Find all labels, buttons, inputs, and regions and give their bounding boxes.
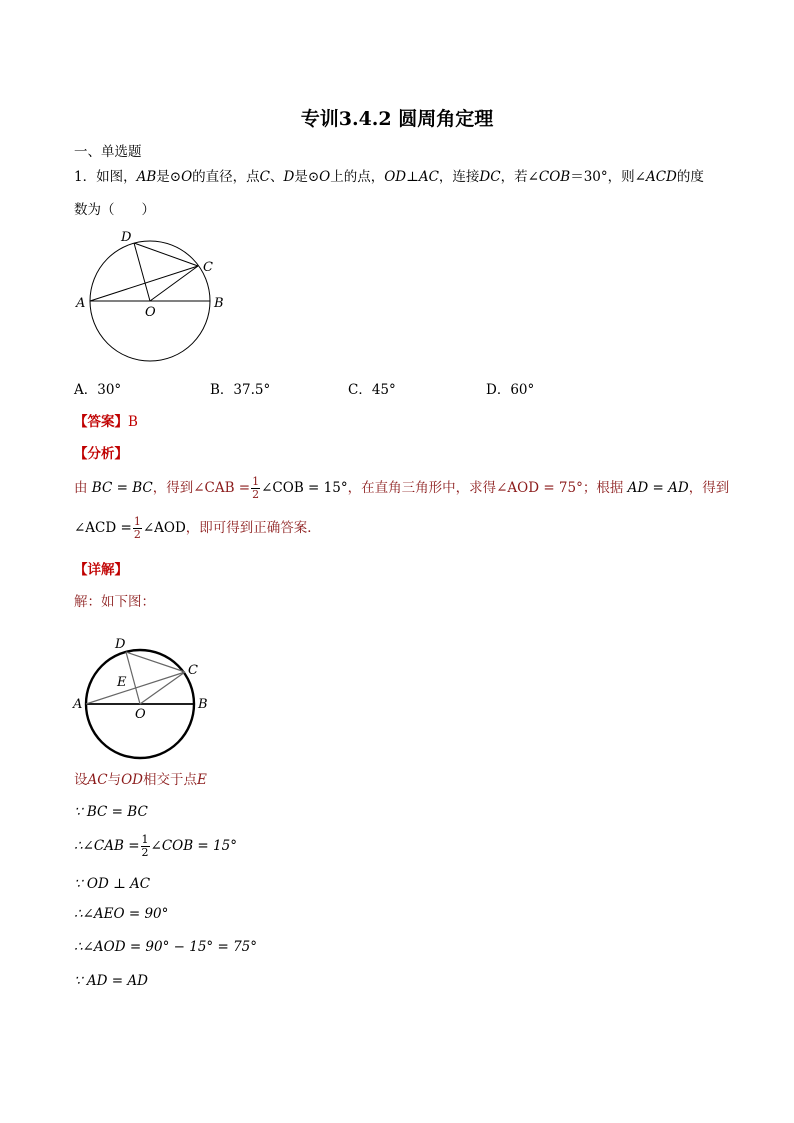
- q-text: ，若∠: [500, 169, 539, 185]
- segment-ac: [90, 266, 198, 301]
- analysis-text: ，得到: [688, 480, 730, 496]
- q-var: AC: [418, 169, 439, 185]
- section-heading: 一、单选题: [74, 144, 142, 160]
- q-var: D: [283, 169, 295, 185]
- q-var: AB: [136, 169, 157, 185]
- segment-oc: [150, 266, 198, 301]
- q-text: ，连接: [438, 169, 480, 185]
- q-text: 是⊙: [156, 169, 182, 185]
- segment-oc: [140, 672, 185, 704]
- segment-od: [126, 652, 140, 704]
- analysis-math: AD = AD: [627, 480, 689, 496]
- q-var: OD: [384, 169, 407, 185]
- label-d: D: [121, 230, 132, 245]
- q-text: ⊥: [406, 169, 419, 185]
- label-o: O: [135, 707, 146, 722]
- detail-step-6: ∵ AD = AD: [74, 973, 148, 989]
- q-text: 的直径，点: [192, 169, 260, 185]
- analysis-line-1: [74, 476, 729, 501]
- detail-var: OD: [121, 772, 143, 788]
- label-b: B: [198, 697, 208, 712]
- detail-step-3: ∵ OD ⊥ AC: [74, 876, 151, 892]
- analysis-math: ∠COB = 15°: [261, 480, 348, 496]
- label-c: C: [203, 260, 213, 275]
- detail-step-4: ∴∠AEO = 90°: [74, 906, 169, 922]
- question-line-1: [74, 165, 704, 185]
- analysis-text: ，即可得到正确答案．: [185, 520, 321, 536]
- figure-1: [70, 225, 230, 375]
- detail-set-line: [74, 768, 207, 788]
- fraction: $\frac{1}{2}$: [141, 833, 149, 859]
- page-title: 专训3.4.2 圆周角定理: [300, 108, 494, 130]
- detail-text: 与: [107, 772, 122, 788]
- label-b: B: [214, 296, 224, 311]
- label-d: D: [115, 637, 126, 652]
- figure-2: [70, 628, 220, 758]
- q-var: COB: [538, 169, 571, 185]
- label-a: A: [73, 697, 83, 712]
- label-c: C: [188, 663, 198, 678]
- detail-step-1: ∵ BC = BC: [74, 804, 148, 820]
- detail-text: 设: [74, 772, 88, 788]
- analysis-line-2: [74, 516, 321, 541]
- question-line-2: 数为（ ）: [74, 202, 155, 218]
- fraction: $\frac{1}{2}$: [252, 475, 260, 501]
- analysis-text: ，在直角三角形中，求得∠AOD = 75°；根据: [347, 480, 624, 496]
- option-a[interactable]: A．30°: [74, 382, 122, 398]
- detail-var: AC: [87, 772, 108, 788]
- q-text: 1．如图，: [74, 169, 137, 185]
- q-text: 是⊙: [294, 169, 320, 185]
- option-c[interactable]: C．45°: [348, 382, 396, 398]
- q-var: O: [319, 169, 331, 185]
- answer-line: [74, 410, 138, 430]
- detail-step-2: [74, 834, 237, 859]
- detail-math: ∠COB = 15°: [150, 838, 237, 854]
- detail-tag: 【详解】: [74, 562, 128, 578]
- detail-math: ∴∠CAB =: [74, 838, 140, 854]
- q-text: ＝30°，则∠: [570, 169, 646, 185]
- analysis-math: ，得到∠CAB =: [152, 480, 251, 496]
- q-var: ACD: [645, 169, 677, 185]
- segment-od: [134, 243, 150, 301]
- detail-text: 相交于点: [143, 772, 197, 788]
- analysis-math: ∠AOD: [142, 520, 186, 536]
- answer-tag: 【答案】: [74, 414, 128, 430]
- q-var: C: [259, 169, 270, 185]
- q-text: 、: [270, 169, 284, 185]
- detail-intro: 解：如下图：: [74, 594, 155, 610]
- analysis-math: BC = BC: [91, 480, 153, 496]
- label-a: A: [76, 296, 86, 311]
- q-var: DC: [479, 169, 501, 185]
- detail-var: E: [197, 772, 207, 788]
- analysis-tag: 【分析】: [74, 446, 128, 462]
- label-e: E: [117, 675, 127, 690]
- label-o: O: [145, 305, 156, 320]
- option-d[interactable]: D．60°: [486, 382, 535, 398]
- q-var: O: [181, 169, 193, 185]
- segment-dc: [126, 652, 185, 672]
- analysis-text: 由: [74, 480, 88, 496]
- answer-value: B: [128, 414, 138, 430]
- fraction: $\frac{1}{2}$: [133, 515, 141, 541]
- option-b[interactable]: B．37.5°: [210, 382, 271, 398]
- analysis-math: ∠ACD =: [74, 520, 132, 536]
- q-text: 上的点，: [330, 169, 385, 185]
- q-text: 的度: [676, 169, 704, 185]
- detail-step-5: ∴∠AOD = 90° − 15° = 75°: [74, 939, 258, 955]
